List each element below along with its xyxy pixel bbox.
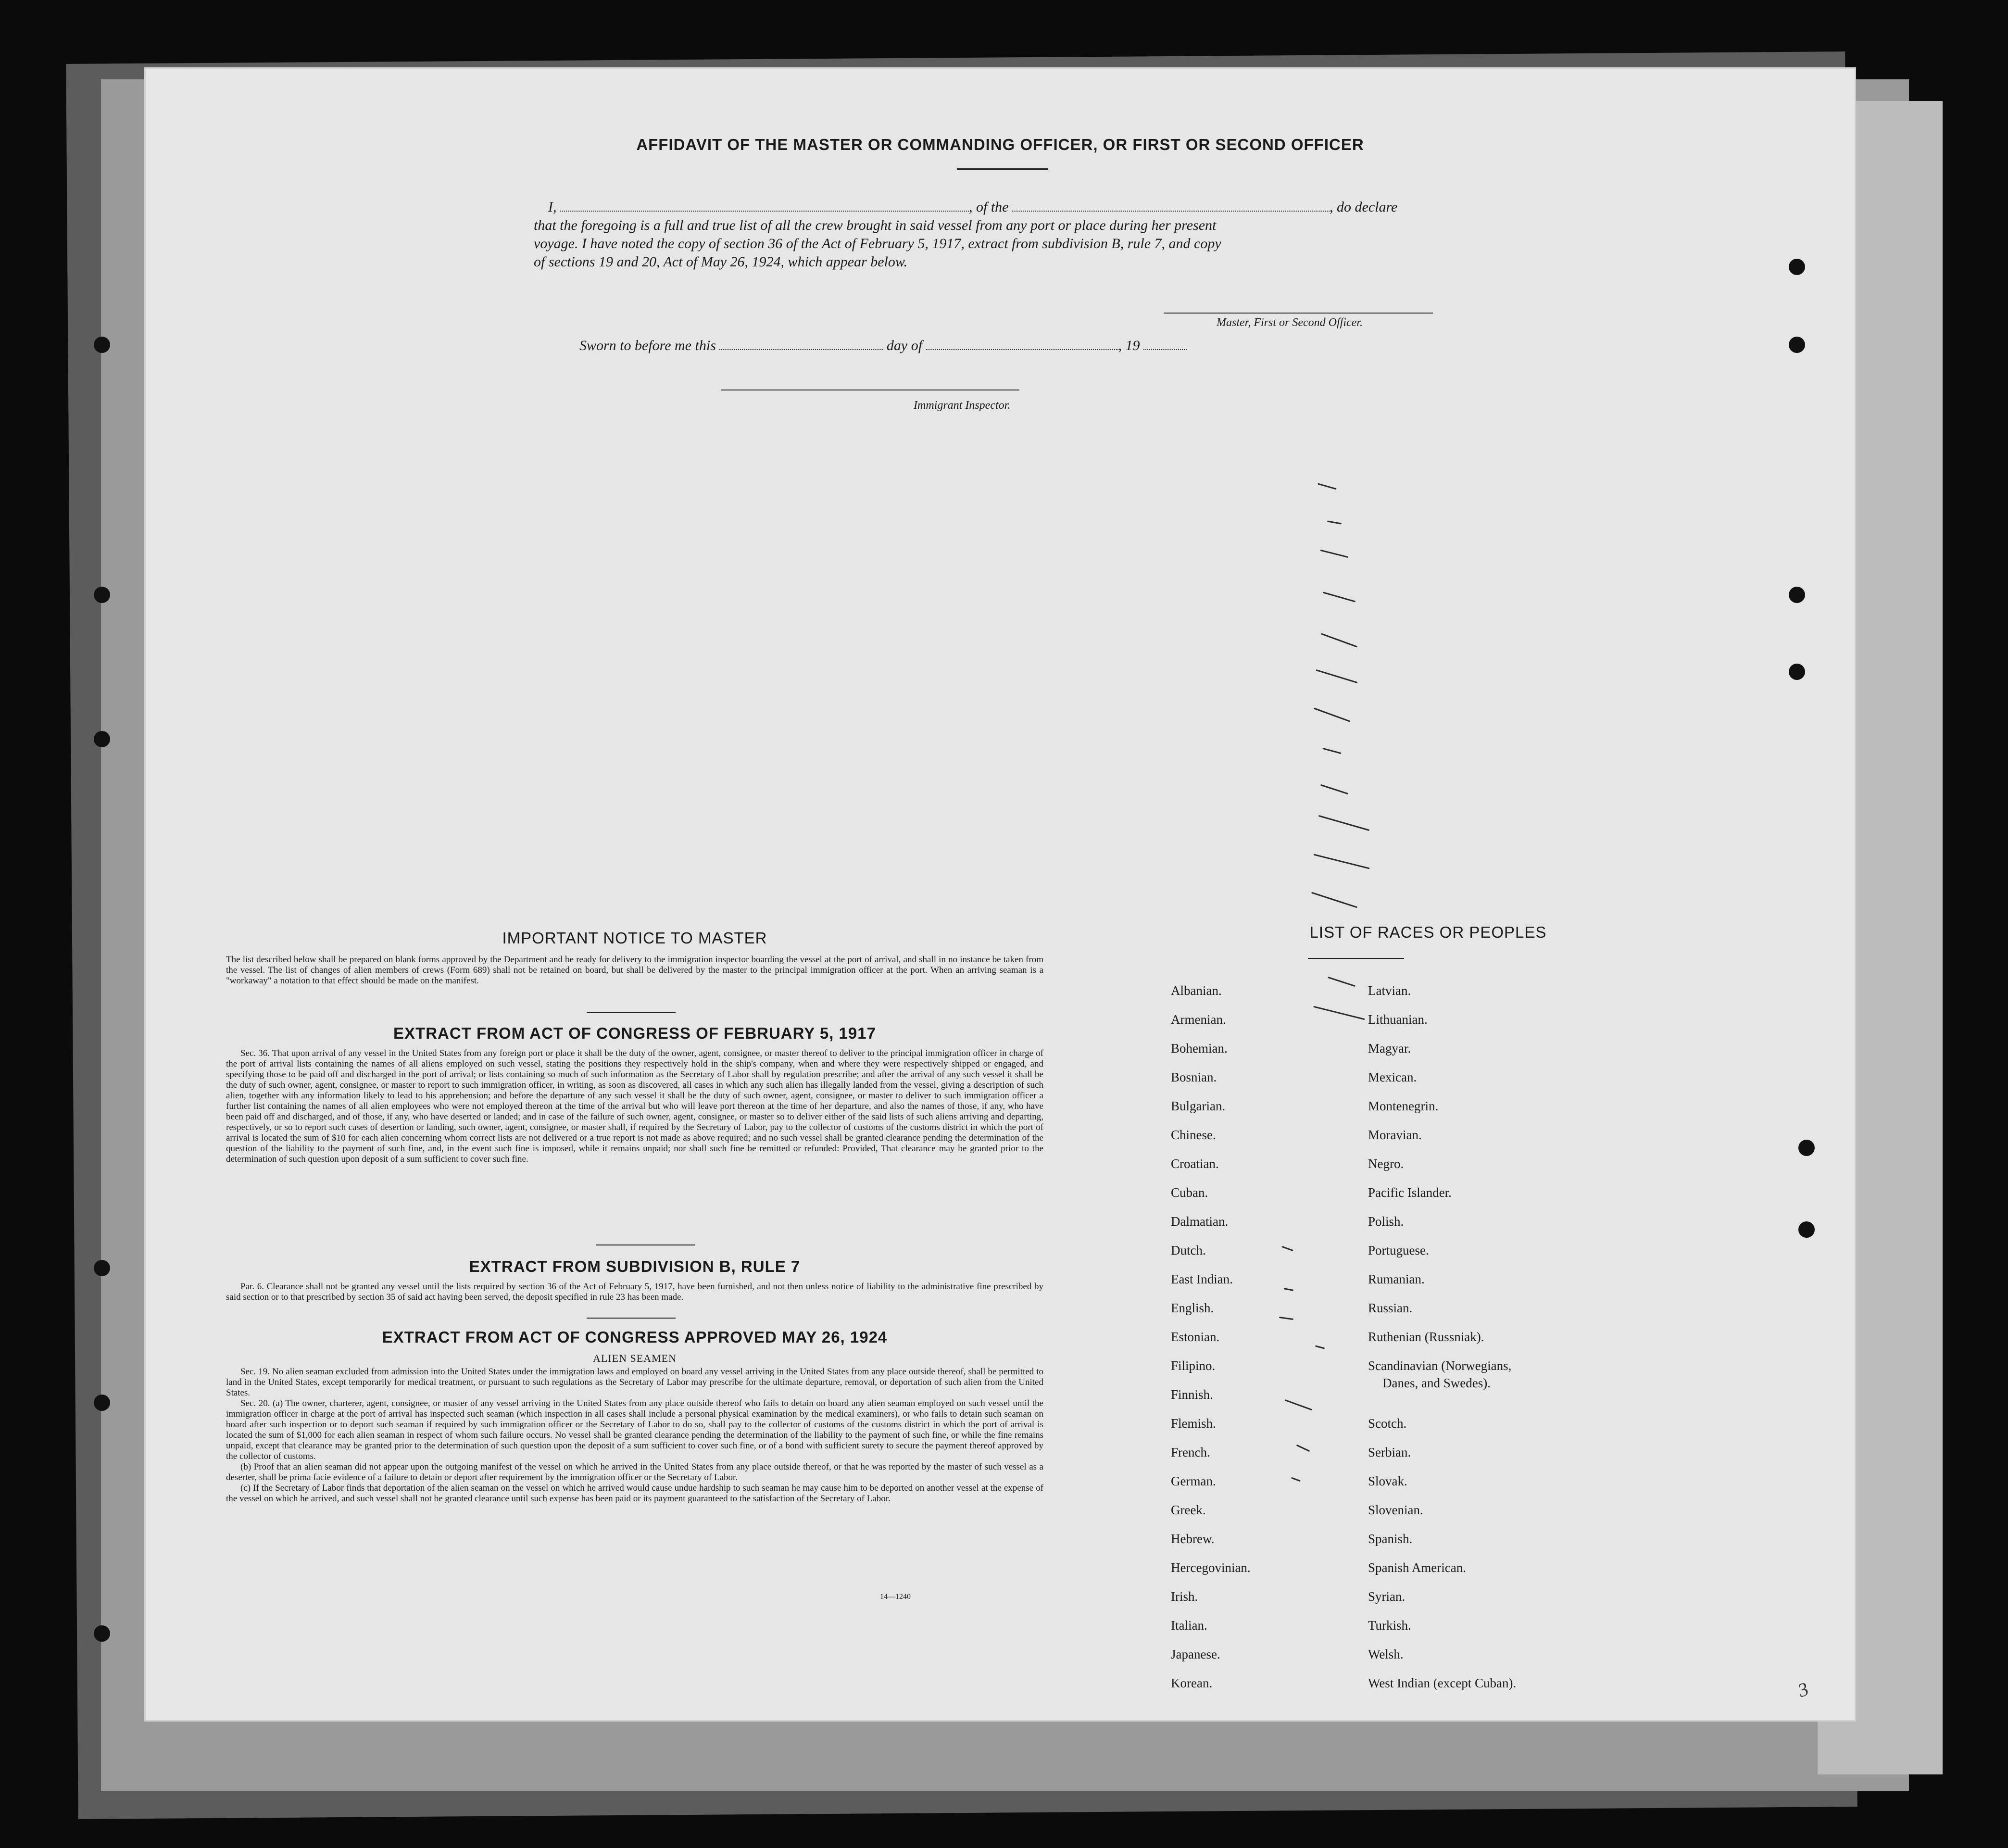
race-item: Syrian.: [1368, 1589, 1406, 1604]
race-item: Negro.: [1368, 1157, 1404, 1171]
race-item: Polish.: [1368, 1214, 1404, 1229]
race-item: Italian.: [1171, 1618, 1207, 1633]
race-item: Welsh.: [1368, 1647, 1404, 1661]
punch-hole: [1789, 664, 1805, 680]
pen-mark: [1320, 550, 1349, 558]
race-item: Bosnian.: [1171, 1070, 1217, 1084]
race-item: Russian.: [1368, 1301, 1413, 1315]
race-item: Scotch.: [1368, 1416, 1407, 1431]
race-item: East Indian.: [1171, 1272, 1233, 1286]
section-20a: Sec. 20. (a) The owner, charterer, agent, consignee, or master of any vessel arriving in the United States from any place outside thereof who fails to detain on board any alien seaman employed on such vessel until the immigration officer in charge at the port of arrival has inspected such seaman (which inspection in all cases shall include a personal physical examination by the medical examiners), or who fails to detain such seaman on board after such inspection or to deport such seaman if required by such immigration officer or the Secretary of Labor to do so, shall pay to the collector of customs of the customs district in which the port of arrival is located the sum of $1,000 for each alien seaman in respect of whom such failure occurs. No vessel shall be granted clearance pending the determination of the liability to the payment of such fine, or while the fine remains unpaid, except that clearance may be granted prior to the determination of such question upon the deposit of a sum sufficient to cover such fine, or of a bond with sufficient surety to secure the payment thereof approved by the collector of customs.: [226, 1398, 1043, 1461]
race-item: Spanish American.: [1368, 1560, 1466, 1575]
sworn-month-field[interactable]: [926, 349, 1118, 350]
section-19: Sec. 19. No alien seaman excluded from admission into the United States under the immigration laws and employed on board any vessel arriving in the United States from any place outside thereof, shall be permitted to land in the United States, except temporarily for medical treatment, or pursuant to such regulations as the Secretary of Labor may prescribe for the ultimate departure, removal, or deportation of such alien from the United States.: [226, 1367, 1043, 1398]
punch-hole: [1798, 1221, 1815, 1238]
pen-mark: [1328, 977, 1355, 987]
race-item: Dutch.: [1171, 1243, 1206, 1257]
race-item: Bulgarian.: [1171, 1099, 1226, 1113]
affidavit-line-4: of sections 19 and 20, Act of May 26, 1924, which appear below.: [534, 254, 908, 270]
race-item: Scandinavian (Norwegians,: [1368, 1358, 1512, 1373]
pen-mark: [1315, 1345, 1325, 1349]
races-title: LIST OF RACES OR PEOPLES: [1309, 923, 1547, 941]
punch-hole: [1789, 587, 1805, 603]
races-column-1: [1171, 976, 1251, 1697]
sworn-label: Sworn to before me this: [579, 338, 716, 353]
punch-hole: [1789, 337, 1805, 353]
race-item: Latvian.: [1368, 983, 1411, 998]
pen-mark: [1313, 1006, 1365, 1020]
affidavit-title: AFFIDAVIT OF THE MASTER OR COMMANDING OFFICER, OR FIRST OR SECOND OFFICER: [636, 136, 1364, 153]
affidavit-i: I,: [548, 199, 557, 215]
race-item: Montenegrin.: [1368, 1099, 1439, 1113]
race-item: Spanish.: [1368, 1532, 1413, 1546]
binder-hole: [94, 1395, 110, 1411]
crew-list-page: [144, 67, 1856, 1722]
race-item: German.: [1171, 1474, 1216, 1488]
binder-hole: [94, 1260, 110, 1276]
race-item: Hercegovinian.: [1171, 1560, 1251, 1575]
year-label: , 19: [1118, 338, 1140, 353]
race-item: Magyar.: [1368, 1041, 1411, 1056]
race-item: Cuban.: [1171, 1185, 1208, 1200]
pen-mark: [1284, 1399, 1312, 1410]
binder-hole: [94, 731, 110, 747]
do-declare-label: , do declare: [1330, 199, 1398, 215]
race-item: Finnish.: [1171, 1387, 1213, 1402]
race-item: Chinese.: [1171, 1128, 1216, 1142]
races-column-2: [1368, 976, 1516, 1697]
extract-1917-body: Sec. 36. That upon arrival of any vessel in the United States from any foreign port or place it shall be the duty of the owner, agent, consignee, or master thereof to deliver to the principal immigration officer in charge of the port of arrival lists containing the names of all aliens employed on such vessel, stating the positions they respectively hold in the ship's company, when and where they were respectively shipped or engaged, and specifying those to be paid off and discharged in the port of arrival; or lists containing so much of such information as the Secretary of Labor shall by regulation prescribe; and after the arrival of any such vessel it shall be the duty of such owner, agent, consignee, or master to report to such immigration officer, in writing, as soon as discovered, all cases in which any such alien has illegally landed from the vessel, giving a description of such alien, together with any information likely to lead to his apprehension; and before the departure of any such vessel it shall be the duty of such owner, agent, consignee, or master to deliver to such immigration officer a further list containing the names of all alien employees who were not employed thereon at the time of the arrival but who will leave port thereon at the time of her departure, and also the names of those, if any, who have been paid off and discharged, and of those, if any, who have deserted or landed; and in case of the failure of such owner, agent, consignee, or master so to deliver either of the said lists of such aliens arriving and departing, respectively, or so to report such cases of desertion or landing, such owner, agent, consignee, or master shall, if required by the Secretary of Labor, pay to the collector of customs of the customs district in which the port of arrival is located the sum of $10 for each alien concerning whom correct lists are not delivered or a true report is not made as above required; and no such vessel shall be granted clearance pending the determination of the question of the liability to the payment of such fine, and, in the event such fine is imposed, while it remains unpaid; nor shall such fine be remitted or refunded: Provided, That clearance may be granted prior to the determination of such question upon deposit of a sum sufficient to cover such fine.: [226, 1048, 1043, 1164]
race-item: Filipino.: [1171, 1358, 1216, 1373]
pen-mark: [1316, 669, 1358, 683]
pen-mark: [1327, 520, 1342, 524]
race-item: Hebrew.: [1171, 1532, 1215, 1546]
race-item: Moravian.: [1368, 1128, 1422, 1142]
race-item: Estonian.: [1171, 1330, 1220, 1344]
race-item: Greek.: [1171, 1503, 1206, 1517]
inspector-label: Immigrant Inspector.: [914, 399, 1011, 412]
pen-mark: [1321, 633, 1357, 647]
divider: [1308, 958, 1404, 959]
extract-1917-title: EXTRACT FROM ACT OF CONGRESS OF FEBRUARY 5, 1917: [393, 1024, 876, 1042]
pen-mark: [1313, 854, 1369, 869]
race-item: Portuguese.: [1368, 1243, 1429, 1257]
race-item: Mexican.: [1368, 1070, 1417, 1084]
race-item: Danes, and Swedes).: [1382, 1376, 1491, 1390]
race-item: Albanian.: [1171, 983, 1222, 998]
pen-mark: [1311, 892, 1357, 908]
race-item: Croatian.: [1171, 1157, 1219, 1171]
alien-seamen-subtitle: ALIEN SEAMEN: [593, 1352, 677, 1364]
extract-rule-7-body: Par. 6. Clearance shall not be granted any vessel until the lists required by section 36 of the Act of February 5, 1917, have been furnished, and not then unless notice of liability to the administrative fine prescribed by said section or to that prescribed by section 35 of said act having been served, the deposit specified in rule 23 has been made.: [226, 1282, 1043, 1302]
master-signature-label: Master, First or Second Officer.: [1217, 316, 1363, 329]
pen-mark: [1284, 1288, 1293, 1291]
pen-mark: [1291, 1477, 1301, 1482]
divider: [587, 1012, 676, 1013]
master-signature-line[interactable]: [1164, 313, 1433, 314]
form-number: 14—1240: [880, 1593, 911, 1601]
race-item: Korean.: [1171, 1676, 1213, 1690]
race-item: Armenian.: [1171, 1012, 1226, 1027]
pen-mark: [1281, 1246, 1293, 1251]
race-item: Rumanian.: [1368, 1272, 1425, 1286]
sworn-year-field[interactable]: [1143, 349, 1187, 350]
sworn-line: [579, 338, 1187, 354]
notice-body: The list described below shall be prepared on blank forms approved by the Department and be ready for delivery to the immigration inspector boarding the vessel at the port of arrival, and shall in no instance be taken from the vessel. The list of changes of alien members of crews (Form 689) shall not be retained on board, but shall be delivered by the master to the principal immigration officer at the port. When an arriving seaman is a "workaway" a notation to that effect should be made on the manifest.: [226, 955, 1043, 986]
of-the-label: , of the: [969, 199, 1009, 215]
notice-title: IMPORTANT NOTICE TO MASTER: [502, 929, 767, 947]
pen-mark: [1322, 748, 1341, 754]
punch-hole: [1789, 259, 1805, 275]
race-item: Dalmatian.: [1171, 1214, 1229, 1229]
pen-mark: [1323, 591, 1355, 602]
race-item: Slovenian.: [1368, 1503, 1423, 1517]
race-item: Irish.: [1171, 1589, 1198, 1604]
race-item: West Indian (except Cuban).: [1368, 1676, 1517, 1690]
divider: [587, 1318, 676, 1319]
extract-rule-7-title: EXTRACT FROM SUBDIVISION B, RULE 7: [469, 1257, 801, 1275]
section-20c: (c) If the Secretary of Labor finds that deportation of the alien seaman on the vessel on which he arrived would cause undue hardship to such seaman he may cause him to be deported on another vessel at the expense of the vessel on which he arrived, and such vessel shall not be granted clearance until such expense has been paid or its payment guaranteed to the satisfaction of the Secretary of Labor.: [226, 1483, 1043, 1504]
affidavit-body: [534, 198, 1616, 271]
binder-hole: [94, 1625, 110, 1642]
punch-hole: [1798, 1140, 1815, 1156]
pen-mark: [1314, 707, 1350, 722]
race-item: Ruthenian (Russniak).: [1368, 1330, 1484, 1344]
race-item: Japanese.: [1171, 1647, 1220, 1661]
pen-mark: [1279, 1317, 1293, 1320]
section-20b: (b) Proof that an alien seaman did not appear upon the outgoing manifest of the vessel on which he arrived in the United States from any place outside thereof, or that he was reported by the master of such vessel as a deserter, shall be prima facie evidence of a failure to detain or deport after requirement by the immigration officer or the Secretary of Labor.: [226, 1462, 1043, 1483]
pen-mark: [1320, 784, 1348, 794]
extract-1924-body: [226, 1367, 1043, 1504]
affidavit-line-2: that the foregoing is a full and true list of all the crew brought in said vessel from any port or place during her present: [534, 217, 1217, 233]
race-item: Lithuanian.: [1368, 1012, 1428, 1027]
race-item: Bohemian.: [1171, 1041, 1228, 1056]
binder-hole: [94, 337, 110, 353]
binder-hole: [94, 587, 110, 603]
affidavit-line-3: voyage. I have noted the copy of section 36 of the Act of February 5, 1917, extract from subdivision B, rule 7, and copy: [534, 236, 1221, 251]
race-item: Slovak.: [1368, 1474, 1407, 1488]
pen-mark: [1318, 815, 1370, 831]
race-item: Serbian.: [1368, 1445, 1411, 1459]
race-item: Flemish.: [1171, 1416, 1216, 1431]
sworn-day-field[interactable]: [719, 349, 883, 350]
race-item: Pacific Islander.: [1368, 1185, 1452, 1200]
pen-mark: [1318, 483, 1336, 490]
day-of-label: day of: [886, 338, 923, 353]
affidavit-line-1: [534, 198, 1616, 216]
extract-1924-title: EXTRACT FROM ACT OF CONGRESS APPROVED MAY 26, 1924: [382, 1328, 888, 1346]
pen-mark: [1296, 1445, 1310, 1452]
vessel-field[interactable]: [1012, 211, 1330, 212]
name-field[interactable]: [560, 211, 969, 212]
race-item: English.: [1171, 1301, 1214, 1315]
race-item: French.: [1171, 1445, 1210, 1459]
divider: [957, 168, 1048, 170]
handwritten-page-number: 3: [1795, 1677, 1812, 1702]
race-item: Turkish.: [1368, 1618, 1411, 1633]
